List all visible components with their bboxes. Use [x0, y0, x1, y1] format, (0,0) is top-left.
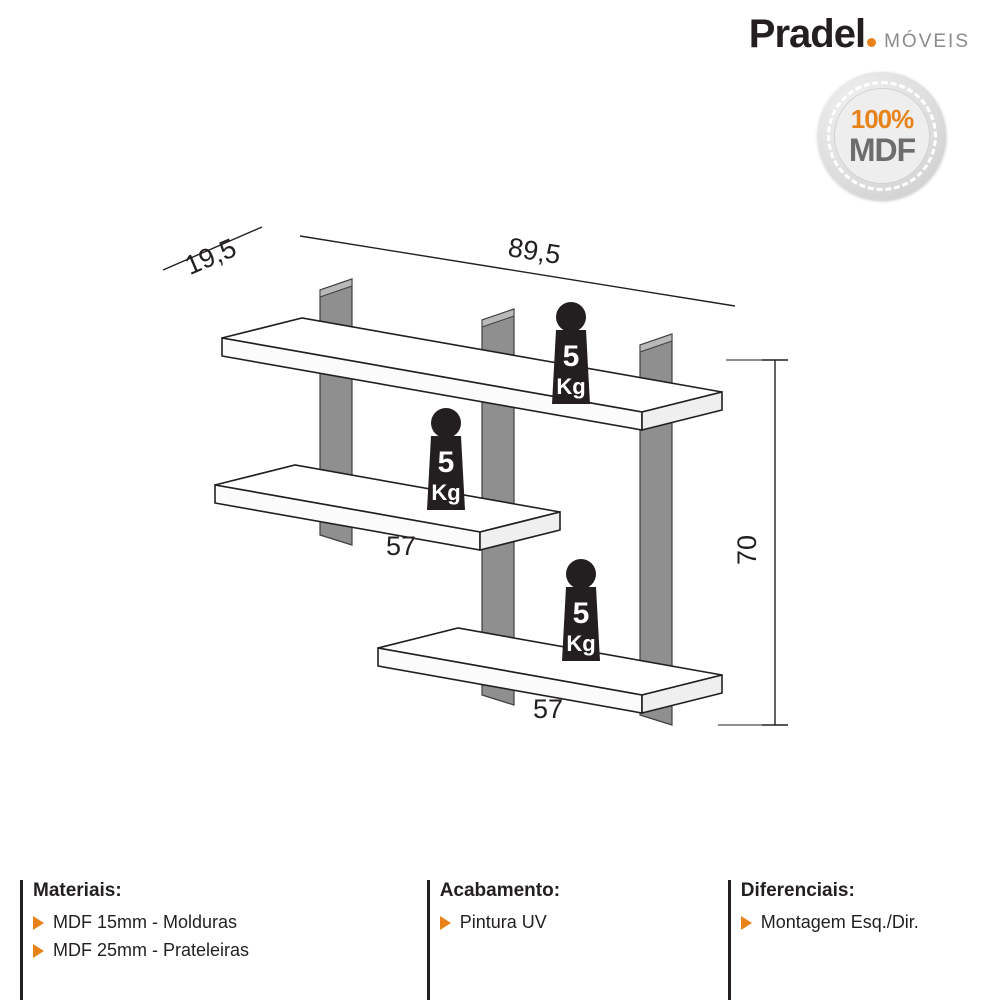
spec-item-materiais-1 — [33, 912, 427, 933]
spec-column-acabamento — [427, 880, 728, 1000]
spec-item-materiais-2-label: MDF 25mm - Prateleiras — [53, 940, 250, 960]
seal-text-group — [834, 88, 930, 184]
dimension-height-label: 70 — [732, 534, 762, 566]
bullet-triangle-icon — [33, 944, 44, 958]
load-tag-top — [552, 302, 590, 404]
load-tag-top-value: 5 — [562, 340, 580, 373]
seal-material-label: MDF — [848, 132, 916, 168]
brand-name-wrap — [749, 14, 876, 54]
load-tag-bottom-value: 5 — [572, 597, 590, 630]
load-tag-middle — [427, 408, 465, 510]
brand-dot-icon — [867, 38, 876, 47]
seal-percent-label: 100% — [850, 104, 914, 134]
brand-name: Pradel — [748, 12, 866, 56]
spec-column-diferenciais — [728, 880, 1000, 1000]
spec-footer — [0, 880, 1000, 1000]
spec-item-acabamento-1-label: Pintura UV — [459, 912, 547, 932]
product-technical-drawing — [0, 180, 1000, 800]
load-tag-bottom-unit: Kg — [566, 631, 596, 656]
brand-logo — [749, 14, 970, 54]
load-tag-middle-value: 5 — [437, 446, 455, 479]
drawing-svg — [0, 180, 1000, 800]
spec-item-materiais-1-label: MDF 15mm - Molduras — [53, 912, 238, 932]
spec-item-acabamento-1 — [440, 912, 728, 933]
load-tag-middle-unit: Kg — [431, 480, 461, 505]
brand-subtitle: MÓVEIS — [884, 31, 970, 52]
load-tag-bottom — [562, 559, 600, 661]
dimension-width-label: 89,5 — [506, 232, 563, 271]
spec-item-materiais-2 — [33, 940, 427, 961]
dimension-shelf-bottom-label: 57 — [532, 694, 564, 724]
bullet-triangle-icon — [741, 916, 752, 930]
spec-title-materiais: Materiais: — [33, 880, 122, 901]
spec-item-diferenciais-1 — [741, 912, 1000, 933]
spec-title-diferenciais: Diferenciais: — [740, 880, 855, 901]
bullet-triangle-icon — [33, 916, 44, 930]
spec-item-diferenciais-1-label: Montagem Esq./Dir. — [760, 912, 919, 932]
bullet-triangle-icon — [440, 916, 451, 930]
load-tag-top-unit: Kg — [556, 374, 586, 399]
spec-title-acabamento: Acabamento: — [439, 880, 561, 901]
spec-column-materiais — [20, 880, 427, 1000]
dimension-depth-label: 19,5 — [180, 232, 241, 281]
dimension-shelf-middle-label: 57 — [385, 531, 417, 561]
